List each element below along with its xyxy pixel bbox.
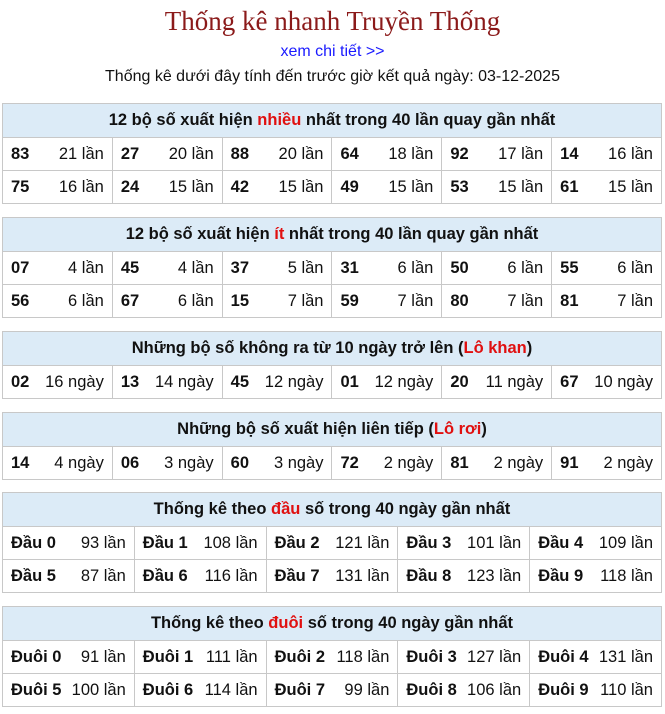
- stat-cell: [3, 674, 135, 707]
- occurrence-count: 131 lần: [598, 647, 653, 666]
- stat-cell: [398, 527, 530, 560]
- stat-cell: [442, 447, 552, 480]
- stat-cell: [112, 285, 222, 318]
- lottery-number: 92: [450, 144, 469, 163]
- stat-cell: [112, 447, 222, 480]
- lottery-number: 80: [450, 291, 469, 310]
- least-frequent-header: 12 bộ số xuất hiện ít nhất trong 40 lần quay gần nhất: [3, 218, 662, 252]
- occurrence-count: 3 ngày: [164, 453, 214, 472]
- lottery-number: 67: [120, 291, 140, 310]
- stat-cell: [222, 366, 332, 399]
- lottery-number: 59: [340, 291, 359, 310]
- stat-cell: [266, 527, 398, 560]
- stat-cell: [134, 560, 266, 593]
- stat-cell: [222, 138, 332, 171]
- lo-khan-header: Những bộ số không ra từ 10 ngày trở lên (Lô khan): [3, 332, 662, 366]
- occurrence-count: 108 lần: [203, 533, 258, 552]
- occurrence-count: 4 ngày: [54, 453, 104, 472]
- occurrence-count: 7 lần: [507, 291, 544, 310]
- stat-cell: [3, 527, 135, 560]
- lottery-number: 60: [230, 453, 250, 472]
- lottery-number: 14: [11, 453, 30, 472]
- stat-cell: [552, 252, 662, 285]
- occurrence-count: 121 lần: [335, 533, 390, 552]
- occurrence-count: 118 lần: [336, 647, 390, 666]
- occurrence-count: 16 ngày: [45, 372, 104, 391]
- stat-cell: [332, 171, 442, 204]
- occurrence-count: 118 lần: [600, 566, 653, 585]
- stat-cell: [3, 560, 135, 593]
- occurrence-count: 2 ngày: [603, 453, 653, 472]
- stat-cell: [442, 252, 552, 285]
- stat-cell: [222, 171, 332, 204]
- occurrence-count: 17 lần: [498, 144, 544, 163]
- occurrence-count: 16 lần: [58, 177, 104, 196]
- digit-label: Đuôi 2: [274, 647, 326, 666]
- lottery-number: 06: [120, 453, 140, 472]
- digit-label: Đầu 7: [274, 566, 320, 585]
- table-row: [3, 447, 662, 480]
- page-title: Thống kê nhanh Truyền Thống: [164, 6, 501, 36]
- digit-label: Đuôi 5: [11, 680, 62, 699]
- occurrence-count: 123 lần: [467, 566, 522, 585]
- stat-cell: [266, 674, 398, 707]
- digit-label: Đầu 4: [538, 533, 584, 552]
- stat-cell: [442, 171, 552, 204]
- lottery-number: 88: [230, 144, 250, 163]
- lottery-number: 01: [340, 372, 359, 391]
- lottery-number: 37: [230, 258, 250, 277]
- stat-cell: [112, 138, 222, 171]
- occurrence-count: 20 lần: [168, 144, 214, 163]
- lottery-number: 64: [340, 144, 359, 163]
- stat-cell: [266, 641, 398, 674]
- stat-cell: [332, 138, 442, 171]
- stat-cell: [3, 366, 113, 399]
- occurrence-count: 109 lần: [598, 533, 653, 552]
- most-frequent-header: 12 bộ số xuất hiện nhiều nhất trong 40 lần quay gần nhất: [3, 104, 662, 138]
- dau-stats-table: [2, 492, 662, 593]
- page-subtitle: Thống kê dưới đây tính đến trước giờ kết quả ngày: 03-12-2025: [105, 68, 560, 85]
- stat-cell: [3, 641, 135, 674]
- lottery-number: 72: [340, 453, 359, 472]
- stat-cell: [332, 447, 442, 480]
- stat-cell: [222, 447, 332, 480]
- digit-label: Đuôi 8: [406, 680, 457, 699]
- stat-cell: [530, 641, 662, 674]
- occurrence-count: 106 lần: [467, 680, 522, 699]
- stat-cell: [3, 171, 113, 204]
- digit-label: Đầu 3: [406, 533, 452, 552]
- stat-cell: [398, 674, 530, 707]
- occurrence-count: 15 lần: [608, 177, 653, 196]
- occurrence-count: 15 lần: [278, 177, 324, 196]
- most-frequent-table: [2, 103, 662, 204]
- digit-label: Đầu 0: [11, 533, 56, 552]
- stat-cell: [442, 366, 552, 399]
- table-row: [3, 171, 662, 204]
- occurrence-count: 6 lần: [177, 291, 214, 310]
- digit-label: Đầu 9: [538, 566, 584, 585]
- table-row: [3, 641, 662, 674]
- lottery-number: 55: [560, 258, 579, 277]
- table-row: [3, 252, 662, 285]
- occurrence-count: 7 lần: [397, 291, 434, 310]
- lo-roi-table: [2, 412, 662, 480]
- stat-cell: [442, 138, 552, 171]
- occurrence-count: 6 lần: [68, 291, 104, 310]
- occurrence-count: 99 lần: [344, 680, 390, 699]
- stat-cell: [552, 366, 662, 399]
- digit-label: Đầu 6: [142, 566, 188, 585]
- dau-stats-header: Thống kê theo đầu số trong 40 ngày gần nhất: [3, 493, 662, 527]
- occurrence-count: 91 lần: [80, 647, 126, 666]
- stat-cell: [222, 252, 332, 285]
- digit-label: Đầu 1: [142, 533, 188, 552]
- table-row: [3, 527, 662, 560]
- stat-cell: [552, 171, 662, 204]
- occurrence-count: 6 lần: [507, 258, 544, 277]
- digit-label: Đầu 8: [406, 566, 452, 585]
- occurrence-count: 116 lần: [204, 566, 258, 585]
- occurrence-count: 4 lần: [68, 258, 104, 277]
- lottery-number: 14: [560, 144, 579, 163]
- occurrence-count: 21 lần: [58, 144, 104, 163]
- stat-cell: [530, 674, 662, 707]
- stat-cell: [552, 138, 662, 171]
- occurrence-count: 7 lần: [287, 291, 324, 310]
- least-frequent-table: [2, 217, 662, 318]
- occurrence-count: 100 lần: [71, 680, 126, 699]
- digit-label: Đuôi 1: [142, 647, 194, 666]
- lottery-number: 02: [11, 372, 30, 391]
- lottery-number: 31: [340, 258, 359, 277]
- digit-label: Đuôi 9: [538, 680, 589, 699]
- lottery-number: 53: [450, 177, 469, 196]
- stat-cell: [134, 527, 266, 560]
- lottery-number: 24: [120, 177, 140, 196]
- stat-cell: [3, 447, 113, 480]
- lottery-number: 67: [560, 372, 579, 391]
- stat-cell: [530, 527, 662, 560]
- stat-cell: [442, 285, 552, 318]
- digit-label: Đuôi 7: [274, 680, 326, 699]
- stat-cell: [134, 674, 266, 707]
- occurrence-count: 15 lần: [388, 177, 434, 196]
- lottery-number: 49: [340, 177, 359, 196]
- occurrence-count: 4 lần: [177, 258, 214, 277]
- occurrence-count: 12 ngày: [374, 372, 434, 391]
- occurrence-count: 16 lần: [608, 144, 653, 163]
- occurrence-count: 131 lần: [335, 566, 390, 585]
- table-row: [3, 138, 662, 171]
- stat-cell: [530, 560, 662, 593]
- table-row: [3, 674, 662, 707]
- occurrence-count: 10 ngày: [594, 372, 653, 391]
- occurrence-count: 12 ngày: [264, 372, 324, 391]
- occurrence-count: 3 ngày: [273, 453, 324, 472]
- occurrence-count: 2 ngày: [383, 453, 434, 472]
- occurrence-count: 11 ngày: [485, 372, 544, 391]
- occurrence-count: 127 lần: [467, 647, 522, 666]
- lottery-number: 56: [11, 291, 30, 310]
- stat-cell: [398, 641, 530, 674]
- stat-cell: [112, 252, 222, 285]
- lottery-number: 42: [230, 177, 250, 196]
- lottery-number: 20: [450, 372, 469, 391]
- lottery-number: 07: [11, 258, 30, 277]
- occurrence-count: 114 lần: [204, 680, 258, 699]
- lottery-number: 45: [230, 372, 250, 391]
- stat-cell: [332, 366, 442, 399]
- stat-cell: [398, 560, 530, 593]
- lottery-number: 27: [120, 144, 140, 163]
- lottery-number: 15: [230, 291, 250, 310]
- stat-cell: [3, 285, 113, 318]
- occurrence-count: 14 ngày: [154, 372, 214, 391]
- lottery-number: 13: [120, 372, 140, 391]
- stat-cell: [552, 285, 662, 318]
- digit-label: Đầu 2: [274, 533, 320, 552]
- digit-label: Đuôi 4: [538, 647, 589, 666]
- table-row: [3, 285, 662, 318]
- digit-label: Đuôi 3: [406, 647, 457, 666]
- lottery-number: 91: [560, 453, 579, 472]
- lo-khan-table: [2, 331, 662, 399]
- stat-cell: [3, 252, 113, 285]
- occurrence-count: 101 lần: [467, 533, 522, 552]
- lottery-number: 45: [120, 258, 140, 277]
- digit-label: Đuôi 0: [11, 647, 62, 666]
- stat-cell: [266, 560, 398, 593]
- occurrence-count: 111 lần: [205, 647, 258, 666]
- occurrence-count: 5 lần: [287, 258, 324, 277]
- digit-label: Đuôi 6: [142, 680, 194, 699]
- stat-cell: [112, 366, 222, 399]
- stat-cell: [332, 285, 442, 318]
- stat-cell: [552, 447, 662, 480]
- stat-cell: [332, 252, 442, 285]
- table-row: [3, 366, 662, 399]
- occurrence-count: 18 lần: [388, 144, 434, 163]
- occurrence-count: 15 lần: [168, 177, 214, 196]
- stat-cell: [222, 285, 332, 318]
- occurrence-count: 20 lần: [278, 144, 324, 163]
- lo-roi-header: Những bộ số xuất hiện liên tiếp (Lô rơi): [3, 413, 662, 447]
- lottery-number: 81: [560, 291, 579, 310]
- lottery-number: 75: [11, 177, 30, 196]
- duoi-stats-header: Thống kê theo đuôi số trong 40 ngày gần nhất: [3, 607, 662, 641]
- digit-label: Đầu 5: [11, 566, 56, 585]
- occurrence-count: 93 lần: [80, 533, 126, 552]
- duoi-stats-table: [2, 606, 662, 707]
- stat-cell: [3, 138, 113, 171]
- stat-cell: [134, 641, 266, 674]
- occurrence-count: 7 lần: [617, 291, 653, 310]
- occurrence-count: 15 lần: [498, 177, 544, 196]
- occurrence-count: 2 ngày: [493, 453, 544, 472]
- stat-cell: [112, 171, 222, 204]
- occurrence-count: 6 lần: [617, 258, 653, 277]
- lottery-number: 61: [560, 177, 579, 196]
- lottery-number: 83: [11, 144, 30, 163]
- lottery-number: 81: [450, 453, 469, 472]
- table-row: [3, 560, 662, 593]
- lottery-number: 50: [450, 258, 469, 277]
- occurrence-count: 6 lần: [397, 258, 434, 277]
- occurrence-count: 87 lần: [80, 566, 126, 585]
- view-details-link[interactable]: xem chi tiết >>: [280, 43, 385, 60]
- occurrence-count: 110 lần: [600, 680, 653, 699]
